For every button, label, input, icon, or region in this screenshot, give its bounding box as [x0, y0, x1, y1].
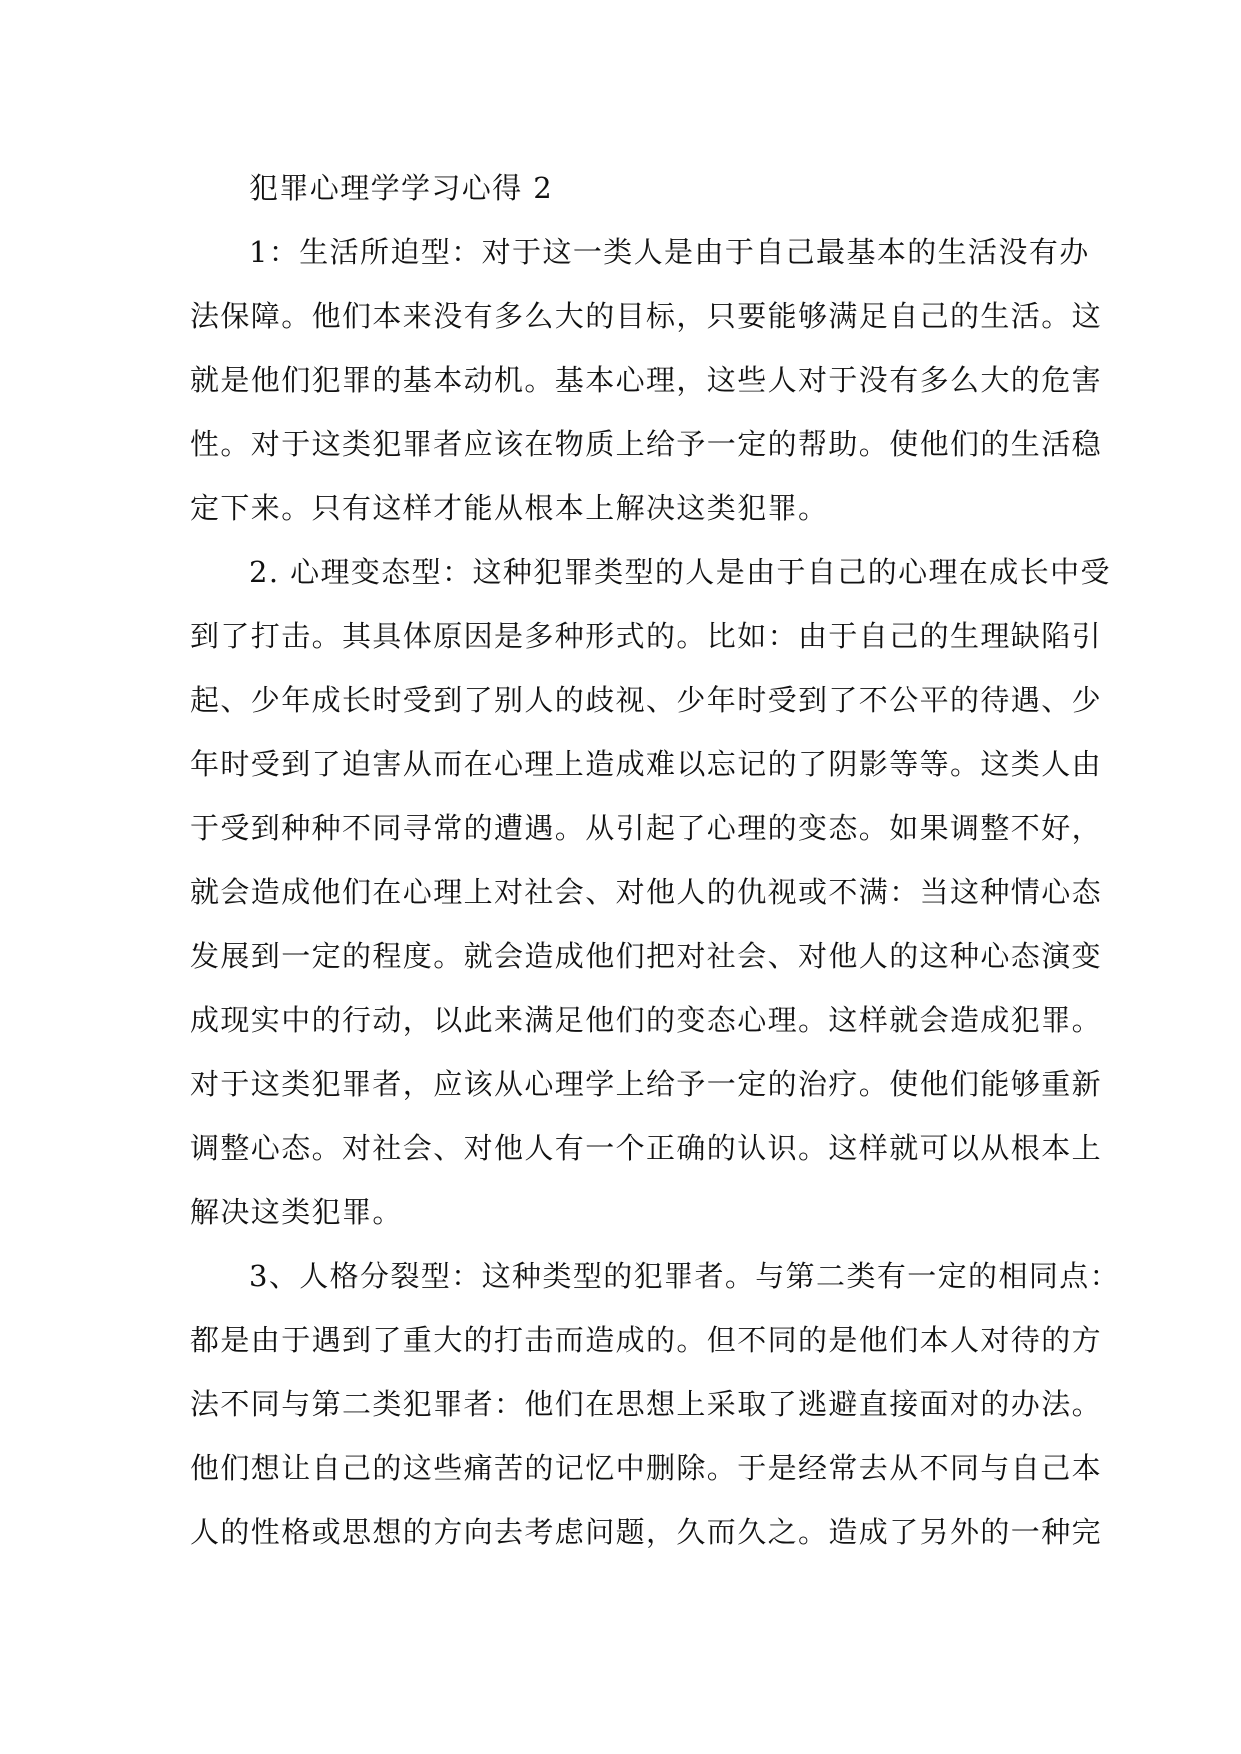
paragraph-line: 性。对于这类犯罪者应该在物质上给予一定的帮助。使他们的生活稳	[190, 427, 1103, 461]
paragraph-1	[190, 220, 1103, 540]
paragraph-line: 调整心态。对社会、对他人有一个正确的认识。这样就可以从根本上	[190, 1131, 1103, 1165]
paragraph-2	[190, 540, 1111, 1244]
paragraph-line: 起、少年成长时受到了别人的歧视、少年时受到了不公平的待遇、少	[190, 683, 1103, 717]
paragraph-line: 人的性格或思想的方向去考虑问题，久而久之。造成了另外的一种完	[190, 1515, 1103, 1549]
paragraph-line: 法不同与第二类犯罪者：他们在思想上采取了逃避直接面对的办法。	[190, 1387, 1103, 1421]
document-body	[190, 156, 1121, 1564]
paragraph-line: 就是他们犯罪的基本动机。基本心理，这些人对于没有多么大的危害	[190, 363, 1103, 397]
paragraph-line: 对于这类犯罪者，应该从心理学上给予一定的治疗。使他们能够重新	[190, 1067, 1103, 1101]
paragraph-line: 他们想让自己的这些痛苦的记忆中删除。于是经常去从不同与自己本	[190, 1451, 1103, 1485]
paragraph-line: 3、人格分裂型：这种类型的犯罪者。与第二类有一定的相同点：	[249, 1259, 1121, 1293]
paragraph-line: 定下来。只有这样才能从根本上解决这类犯罪。	[190, 491, 829, 525]
paragraph-line: 年时受到了迫害从而在心理上造成难以忘记的了阴影等等。这类人由	[190, 747, 1103, 781]
paragraph-line: 发展到一定的程度。就会造成他们把对社会、对他人的这种心态演变	[190, 939, 1103, 973]
paragraph-line: 于受到种种不同寻常的遭遇。从引起了心理的变态。如果调整不好，	[190, 811, 1103, 845]
paragraph-line: 都是由于遇到了重大的打击而造成的。但不同的是他们本人对待的方	[190, 1323, 1103, 1357]
paragraph-line: 到了打击。其具体原因是多种形式的。比如：由于自己的生理缺陷引	[190, 619, 1103, 653]
paragraph-line: 1：生活所迫型：对于这一类人是由于自己最基本的生活没有办	[249, 235, 1090, 269]
paragraph-3	[190, 1244, 1121, 1564]
paragraph-line: 成现实中的行动，以此来满足他们的变态心理。这样就会造成犯罪。	[190, 1003, 1103, 1037]
paragraph-line: 2. 心理变态型：这种犯罪类型的人是由于自己的心理在成长中受	[249, 555, 1111, 589]
paragraph-line: 解决这类犯罪。	[190, 1195, 403, 1229]
paragraph-line: 法保障。他们本来没有多么大的目标，只要能够满足自己的生活。这	[190, 299, 1103, 333]
paragraph-line: 就会造成他们在心理上对社会、对他人的仇视或不满：当这种情心态	[190, 875, 1103, 909]
document-title: 犯罪心理学学习心得 2	[249, 171, 554, 205]
